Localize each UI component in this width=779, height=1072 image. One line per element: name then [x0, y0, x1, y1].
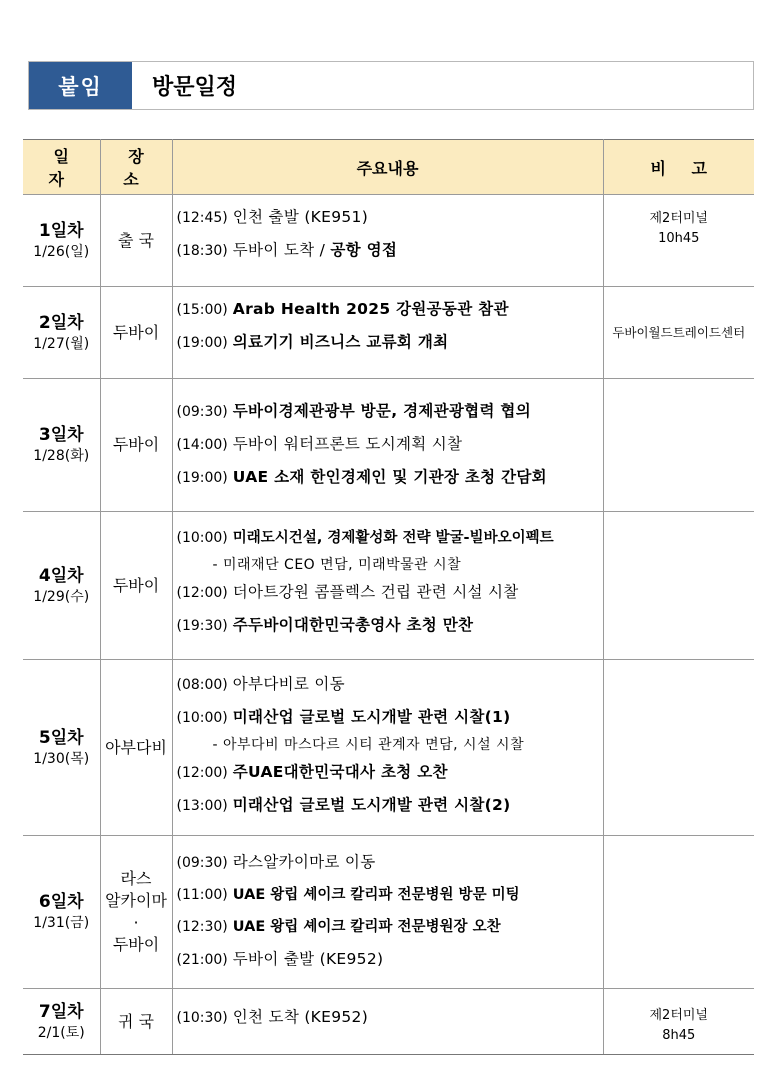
schedule-item: (19:00) UAE 소재 한인경제인 및 기관장 초청 간담회: [176, 468, 547, 486]
day-date: 2/1(토): [37, 1024, 85, 1041]
table-row: [23, 989, 754, 1055]
content-cell: [172, 660, 603, 836]
schedule-item: (15:00) Arab Health 2025 강원공동관 참관: [176, 300, 509, 318]
place-cell: 귀 국: [100, 989, 172, 1055]
day-number: 4일차: [38, 565, 84, 586]
day-date: 1/29(수): [33, 588, 90, 605]
header-content: 주요내용: [172, 140, 603, 195]
day-cell: [23, 287, 100, 379]
header-place: 장 소: [100, 140, 172, 195]
day-cell: [23, 195, 100, 287]
schedule-item: (19:00) 의료기기 비즈니스 교류회 개최: [176, 333, 449, 351]
attachment-header: [28, 61, 754, 110]
schedule-item: (10:00) 미래도시건설, 경제활성화 전략 발굴-빌바오이펙트: [176, 530, 554, 546]
day-date: 1/27(월): [33, 335, 90, 352]
schedule-item: (09:30) 두바이경제관광부 방문, 경제관광협력 협의: [176, 402, 531, 420]
schedule-item: (10:00) 미래산업 글로벌 도시개발 관련 시찰(1): [176, 708, 511, 726]
day-date: 1/28(화): [33, 448, 90, 464]
schedule-item: (12:00) 더아트강원 콤플렉스 건립 관련 시설 시찰: [176, 583, 519, 601]
attachment-tag: 붙임: [29, 62, 132, 109]
content-cell: [172, 836, 603, 989]
note-cell: [603, 195, 754, 287]
place-cell: 두바이: [100, 512, 172, 660]
header-note: 비 고: [603, 140, 754, 195]
schedule-item: (21:00) 두바이 출발 (KE952): [176, 950, 384, 968]
table-row: [23, 379, 754, 512]
day-cell: [23, 512, 100, 660]
table-row: [23, 195, 754, 287]
place-cell: [100, 836, 172, 989]
schedule-subitem: - 아부다비 마스다르 시티 관계자 면담, 시설 시찰: [212, 737, 525, 753]
day-number: 7일차: [38, 1001, 84, 1022]
day-number: 1일차: [38, 220, 84, 241]
schedule-item: (08:00) 아부다비로 이동: [176, 675, 345, 693]
content-cell: [172, 989, 603, 1055]
note-cell: [603, 989, 754, 1055]
place-cell: 두바이: [100, 379, 172, 512]
schedule-item: (09:30) 라스알카이마로 이동: [176, 853, 376, 871]
note-text: 제2터미널 8h45: [649, 1008, 708, 1043]
content-cell: [172, 512, 603, 660]
header-day: 일 자: [23, 140, 100, 195]
day-cell: [23, 836, 100, 989]
schedule-item: (10:30) 인천 도착 (KE952): [176, 1008, 369, 1026]
note-cell: [603, 836, 754, 989]
schedule-item: (12:45) 인천 출발 (KE951): [176, 208, 369, 226]
day-number: 6일차: [38, 892, 84, 912]
day-number: 3일차: [38, 425, 84, 445]
table-row: [23, 836, 754, 989]
schedule-item: (11:00) UAE 왕립 셰이크 칼리파 전문병원 방문 미팅: [176, 887, 520, 903]
note-cell: [603, 512, 754, 660]
schedule-item: (14:00) 두바이 워터프론트 도시계획 시찰: [176, 435, 463, 453]
place-text: 라스 알카이마 · 두바이: [105, 869, 167, 954]
place-cell: 아부다비: [100, 660, 172, 836]
note-cell: [603, 660, 754, 836]
note-cell: [603, 379, 754, 512]
table-row: [23, 287, 754, 379]
schedule-item: (12:00) 주UAE대한민국대사 초청 오찬: [176, 763, 448, 781]
content-cell: [172, 195, 603, 287]
table-row: [23, 660, 754, 836]
day-date: 1/30(목): [33, 750, 90, 767]
content-cell: [172, 287, 603, 379]
note-cell: 두바이월드트레이드센터: [603, 287, 754, 379]
schedule-item: (19:30) 주두바이대한민국총영사 초청 만찬: [176, 616, 474, 634]
note-text: 제2터미널 10h45: [649, 211, 708, 246]
schedule-table: [23, 139, 754, 1055]
schedule-item: (13:00) 미래산업 글로벌 도시개발 관련 시찰(2): [176, 796, 511, 814]
day-cell: [23, 379, 100, 512]
place-cell: 두바이: [100, 287, 172, 379]
content-cell: [172, 379, 603, 512]
schedule-item: (18:30) 두바이 도착 / 공항 영접: [176, 241, 398, 259]
schedule-subitem: - 미래재단 CEO 면담, 미래박물관 시찰: [212, 557, 462, 573]
day-cell: [23, 660, 100, 836]
page-title: 방문일정: [152, 75, 238, 100]
place-cell: 출 국: [100, 195, 172, 287]
schedule-item: (12:30) UAE 왕립 셰이크 칼리파 전문병원장 오찬: [176, 919, 501, 935]
table-row: [23, 512, 754, 660]
day-date: 1/31(금): [33, 915, 90, 931]
day-number: 2일차: [38, 312, 84, 333]
table-header-row: [23, 140, 754, 195]
day-number: 5일차: [38, 727, 84, 748]
day-cell: [23, 989, 100, 1055]
day-date: 1/26(일): [33, 243, 90, 260]
